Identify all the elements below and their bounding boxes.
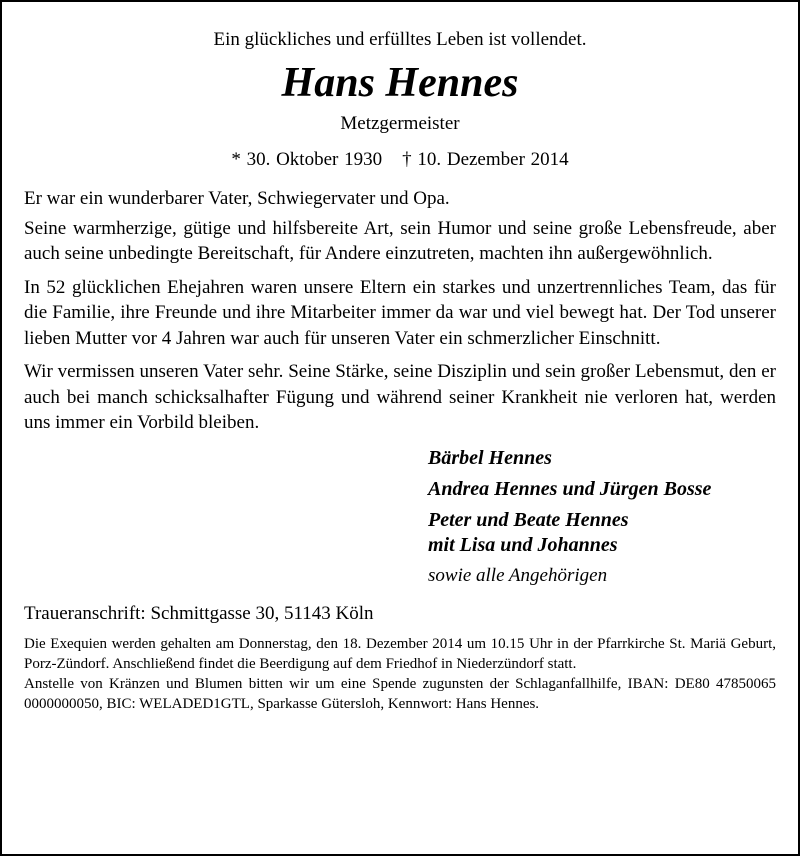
funeral-details: Die Exequien werden gehalten am Donnerstag, den 18. Dezember 2014 um 10.15 Uhr in der Pfarrkirche St. Mariä Geburt, Porz-Zündorf. Anschließend findet die Beerdigung auf dem Friedhof in Niederzündorf statt.	[24, 635, 776, 672]
mourner-name: Bärbel Hennes	[428, 446, 552, 469]
tribute-paragraph: Seine warmherzige, gütige und hilfsbereite Art, sein Humor und seine große Lebensfreude, aber auch seine unbedingte Bereitschaft, für Andere einzutreten, machten ihn außergewöhnlich.	[24, 217, 776, 264]
mourning-address: Traueranschrift: Schmittgasse 30, 51143 Köln	[24, 602, 374, 624]
other-relatives: sowie alle Angehörigen	[428, 564, 608, 586]
mourner-name	[428, 508, 776, 558]
tribute-paragraph: Wir vermissen unseren Vater sehr. Seine Stärke, seine Disziplin und sein großer Lebensmut, den er auch bei manch schicksalhafter Fügung und während seiner Krankheit nie verloren hat, werden uns immer ein Vorbild bleiben.	[24, 361, 776, 433]
birth-date: * 30. Oktober 1930	[231, 149, 383, 170]
intro-line: Ein glückliches und erfülltes Leben ist vollendet.	[213, 29, 587, 50]
donation-info: Anstelle von Kränzen und Blumen bitten wir um eine Spende zugunsten der Schlaganfallhilfe, IBAN: DE80 47850065 0000000050, BIC: WELADED1GTL, Sparkasse Gütersloh, Kennwort: Hans Hennes.	[24, 675, 776, 712]
mourner-name-line: Peter und Beate Hennes	[428, 508, 629, 531]
life-dates	[24, 148, 776, 172]
mourner-name: Andrea Hennes und Jürgen Bosse	[428, 477, 712, 500]
mourners-list	[428, 446, 776, 588]
mourner-name-line: mit Lisa und Johannes	[428, 533, 618, 556]
profession: Metzgermeister	[340, 113, 460, 134]
tribute-paragraph: Er war ein wunderbarer Vater, Schwiegervater und Opa.	[24, 188, 450, 209]
tribute-paragraph: In 52 glücklichen Ehejahren waren unsere Eltern ein starkes und unzertrennliches Team, das für die Familie, ihre Freunde und ihre Mitarbeiter immer da war und viel bewegt hat. Der Tod unserer lieben Mutter vor 4 Jahren war auch für unseren Vater ein schmerzlicher Einschnitt.	[24, 276, 776, 349]
deceased-name: Hans Hennes	[281, 60, 519, 106]
death-date: † 10. Dezember 2014	[402, 149, 569, 170]
